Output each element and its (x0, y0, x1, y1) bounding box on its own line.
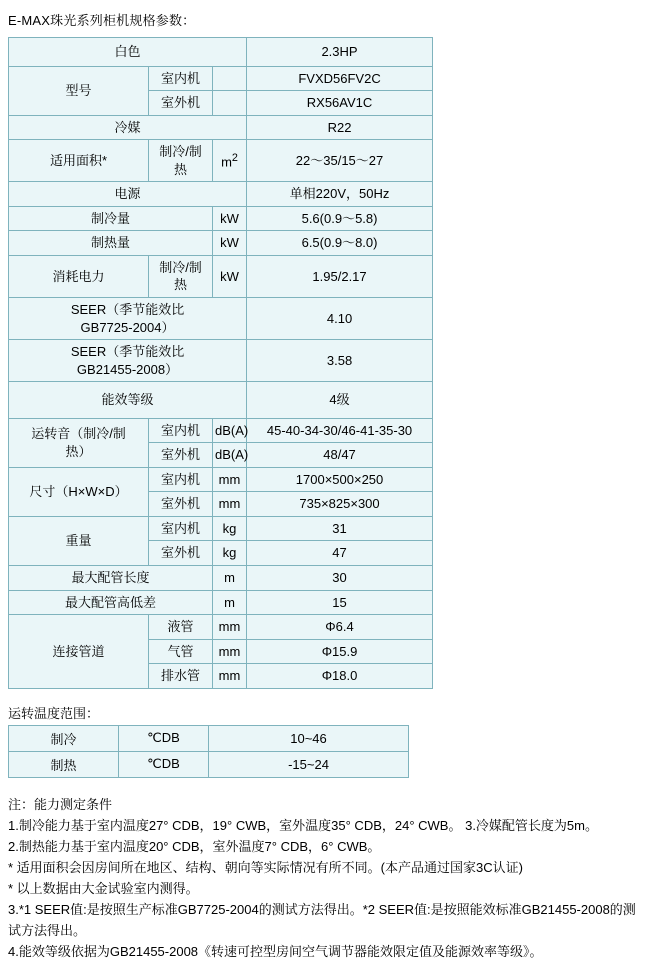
table-row (9, 725, 409, 751)
page-title: E-MAX珠光系列柜机规格参数： (8, 13, 196, 28)
row-label-weight: 重量 (9, 516, 149, 565)
row-label-model: 型号 (9, 66, 149, 115)
header-color: 白色 (9, 38, 247, 67)
unit-noise-indoor: dB(A) (213, 418, 247, 443)
unit-dimensions-indoor: mm (213, 467, 247, 492)
unit-empty (213, 66, 247, 91)
value-seer-2004: 4.10 (247, 298, 433, 340)
value-seer-2008: 3.58 (247, 340, 433, 382)
row-label-refrigerant: 冷媒 (9, 115, 247, 140)
value-pipe-gas: Φ15.9 (247, 639, 433, 664)
header-capacity: 2.3HP (247, 38, 433, 67)
note-line: 注：能力测定条件 (8, 796, 113, 812)
sub-outdoor-unit: 室外机 (149, 91, 213, 116)
value-weight-outdoor: 47 (247, 541, 433, 566)
unit-empty (213, 91, 247, 116)
row-label-area: 适用面积* (9, 140, 149, 182)
table-row (9, 140, 433, 182)
sub-pipe-drain: 排水管 (149, 664, 213, 689)
value-noise-outdoor: 48/47 (247, 443, 433, 468)
unit-pipe-drain: mm (213, 664, 247, 689)
table-row (9, 206, 433, 231)
value-consumption: 1.95/2.17 (247, 255, 433, 297)
note-line: 4.能效等级依据为GB21455-2008《转速可控型房间空气调节器能效限定值及能源效率等级》。 (8, 944, 543, 960)
unit-consumption: kW (213, 255, 247, 297)
sub-consumption-mode: 制冷/制 热 (149, 255, 213, 297)
operating-temperature-table (8, 725, 409, 778)
value-pipe-drain: Φ18.0 (247, 664, 433, 689)
row-label-cooling-capacity: 制冷量 (9, 206, 213, 231)
value-max-height-diff: 15 (247, 590, 433, 615)
sub-pipe-gas: 气管 (149, 639, 213, 664)
temp-unit-cooling: ℃DB (119, 725, 209, 751)
table-row (9, 340, 433, 382)
value-area: 22～35/15～27 (247, 140, 433, 182)
sub-dimensions-outdoor: 室外机 (149, 492, 213, 517)
sub-dimensions-indoor: 室内机 (149, 467, 213, 492)
value-pipe-liquid: Φ6.4 (247, 615, 433, 640)
row-label-consumption: 消耗电力 (9, 255, 149, 297)
sub-weight-outdoor: 室外机 (149, 541, 213, 566)
sub-noise-outdoor: 室外机 (149, 443, 213, 468)
table-row (9, 566, 433, 591)
table-row (9, 751, 409, 777)
table-row (9, 231, 433, 256)
seer-2004-line1: SEER（季节能效比 (70, 302, 185, 318)
note-line: 2.制热能力基于室内温度20° CDB，室外温度7° CDB，6° CWB。 (8, 838, 381, 854)
value-noise-indoor: 45-40-34-30/46-41-35-30 (247, 418, 433, 443)
sub-weight-indoor: 室内机 (149, 516, 213, 541)
table-row (9, 418, 433, 443)
noise-line1: 运转音（制冷/制 (31, 426, 126, 442)
table-row (9, 516, 433, 541)
value-max-pipe-length: 30 (247, 566, 433, 591)
table-row (9, 590, 433, 615)
temp-value-heating: -15~24 (209, 751, 409, 777)
unit-area: $m^2$ (213, 140, 247, 182)
row-label-pipes: 连接管道 (9, 615, 149, 689)
sub-pipe-liquid: 液管 (149, 615, 213, 640)
value-power: 单相220V，50Hz (247, 182, 433, 207)
unit-max-height-diff: m (213, 590, 247, 615)
unit-noise-outdoor: dB(A) (213, 443, 247, 468)
unit-cooling-capacity: kW (213, 206, 247, 231)
temp-label-heating: 制热 (9, 751, 119, 777)
operating-temperature-section (8, 703, 647, 778)
value-efficiency-grade: 4级 (247, 382, 433, 419)
table-row (9, 255, 433, 297)
temp-value-cooling: 10~46 (209, 725, 409, 751)
temp-label-cooling: 制冷 (9, 725, 119, 751)
operating-temperature-title: 运转温度范围： (8, 705, 100, 721)
row-label-max-height-diff: 最大配管高低差 (9, 590, 213, 615)
table-row (9, 38, 433, 67)
seer-2004-line2: GB7725-2004） (80, 319, 175, 335)
sub-area-mode: 制冷/制 热 (149, 140, 213, 182)
temp-unit-heating: ℃DB (119, 751, 209, 777)
table-row (9, 298, 433, 340)
table-row (9, 467, 433, 492)
spec-table (8, 37, 433, 689)
unit-max-pipe-length: m (213, 566, 247, 591)
row-label-seer-2004 (9, 298, 247, 340)
row-label-seer-2008 (9, 340, 247, 382)
value-dimensions-outdoor: 735×825×300 (247, 492, 433, 517)
value-model-indoor: FVXD56FV2C (247, 66, 433, 91)
row-label-max-pipe-length: 最大配管长度 (9, 566, 213, 591)
row-label-efficiency-grade: 能效等级 (9, 382, 247, 419)
note-line: 3.*1 SEER值:是按照生产标准GB7725-2004的测试方法得出。*2 SEER值:是按照能效标准GB21455-2008的测试方法得出。 (8, 902, 636, 939)
table-row (9, 115, 433, 140)
table-row (9, 66, 433, 91)
sub-noise-indoor: 室内机 (149, 418, 213, 443)
noise-line2: 热） (65, 443, 92, 459)
unit-dimensions-outdoor: mm (213, 492, 247, 517)
seer-2008-line1: SEER（季节能效比 (70, 344, 185, 360)
table-row (9, 382, 433, 419)
row-label-dimensions: 尺寸（H×W×D） (9, 467, 149, 516)
row-label-noise (9, 418, 149, 467)
note-line: 1.制冷能力基于室内温度27° CDB，19° CWB，室外温度35° CDB，24° CWB。 3.冷媒配管长度为5m。 (8, 817, 598, 833)
value-dimensions-indoor: 1700×500×250 (247, 467, 433, 492)
sub-indoor-unit: 室内机 (149, 66, 213, 91)
value-model-outdoor: RX56AV1C (247, 91, 433, 116)
value-heating-capacity: 6.5(0.9～8.0) (247, 231, 433, 256)
unit-weight-outdoor: kg (213, 541, 247, 566)
note-line: * 适用面积会因房间所在地区、结构、朝向等实际情况有所不同。(本产品通过国家3C认证) (8, 859, 523, 875)
unit-weight-indoor: kg (213, 516, 247, 541)
unit-pipe-liquid: mm (213, 615, 247, 640)
note-line: * 以上数据由大金试验室内测得。 (8, 880, 199, 896)
row-label-heating-capacity: 制热量 (9, 231, 213, 256)
seer-2008-line2: GB21455-2008） (76, 361, 179, 377)
notes-section (8, 794, 638, 962)
value-cooling-capacity: 5.6(0.9～5.8) (247, 206, 433, 231)
unit-pipe-gas: mm (213, 639, 247, 664)
table-row (9, 615, 433, 640)
table-row (9, 182, 433, 207)
row-label-power: 电源 (9, 182, 247, 207)
value-weight-indoor: 31 (247, 516, 433, 541)
unit-heating-capacity: kW (213, 231, 247, 256)
value-refrigerant: R22 (247, 115, 433, 140)
